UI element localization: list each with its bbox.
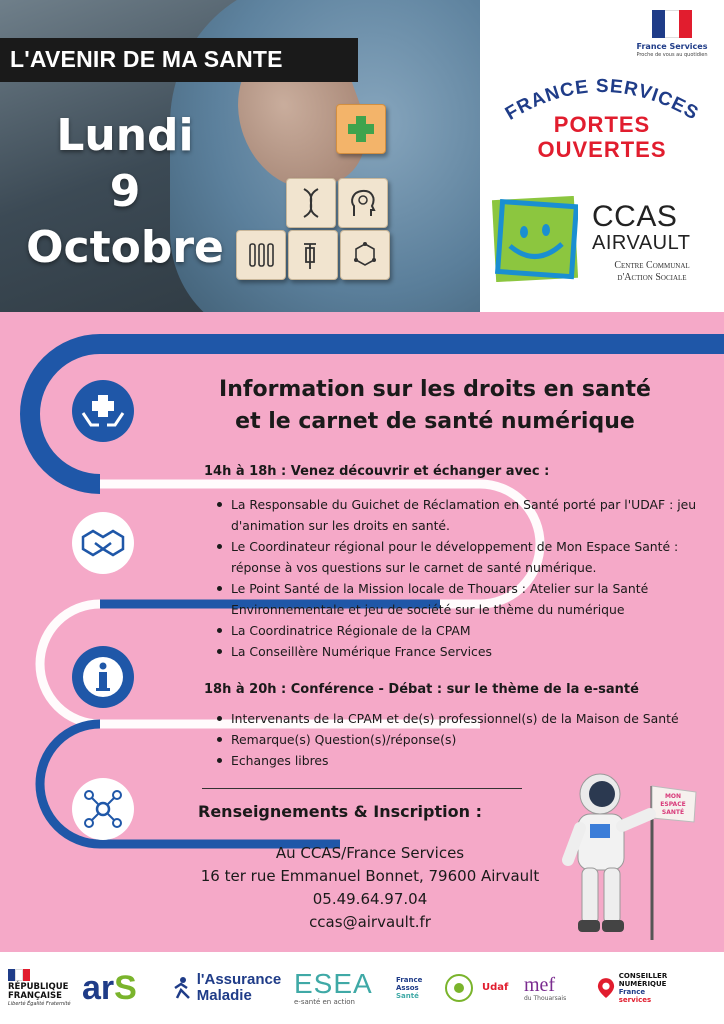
health-hands-badge bbox=[72, 380, 134, 442]
list-item: Intervenants de la CPAM et de(s) professionnel(s) de la Maison de Santé bbox=[214, 708, 714, 729]
logo-panel bbox=[480, 0, 724, 312]
list-item: Remarque(s) Question(s)/réponse(s) bbox=[214, 729, 714, 750]
heading-line2: et le carnet de santé numérique bbox=[235, 409, 635, 434]
session2-title: 18h à 20h : Conférence - Débat : sur le thème de la e-santé bbox=[204, 682, 639, 697]
esea-word: ESEA bbox=[294, 968, 373, 999]
ccas-city: AIRVAULT bbox=[592, 232, 691, 254]
info-section bbox=[0, 312, 724, 952]
list-item: La Conseillère Numérique France Services bbox=[214, 641, 714, 662]
ars-logo bbox=[82, 971, 156, 1005]
head-brain-icon bbox=[346, 186, 380, 220]
cnfs-line2: NUMÉRIQUE bbox=[618, 980, 667, 988]
rf-line2: FRANÇAISE bbox=[8, 991, 62, 1001]
green-circle-logo-icon bbox=[444, 973, 474, 1003]
top-banner bbox=[0, 0, 724, 312]
divider bbox=[202, 788, 522, 789]
ouvertes-label: OUVERTES bbox=[537, 137, 667, 162]
contact-org: Au CCAS/France Services bbox=[275, 844, 465, 862]
udaf-logo bbox=[482, 984, 516, 992]
am-line1: l'Assurance bbox=[196, 971, 282, 988]
ars-s: S bbox=[114, 969, 137, 1007]
date-number: 9 bbox=[109, 166, 141, 217]
rf-line1: RÉPUBLIQUE bbox=[8, 982, 69, 992]
molecule-cube bbox=[340, 230, 390, 280]
dna-icon bbox=[294, 186, 328, 220]
heading-line1: Information sur les droits en santé bbox=[219, 377, 651, 402]
partner-logos bbox=[0, 952, 724, 1024]
ccas-full-line2: d'Action Sociale bbox=[617, 272, 687, 283]
ccas-full-line1: Centre Communal bbox=[614, 260, 690, 271]
cnfs-line1: CONSEILLER bbox=[618, 972, 668, 980]
dna-cube bbox=[286, 178, 336, 228]
arc-text: FRANCE SERVICES bbox=[501, 75, 703, 125]
molecule-icon bbox=[348, 238, 382, 272]
fas-line2: Assos bbox=[396, 984, 419, 992]
syringe-cube bbox=[288, 230, 338, 280]
esea-tagline: e-santé en action bbox=[294, 998, 355, 1006]
date-day: Lundi bbox=[56, 110, 194, 161]
flag-text-1: MON bbox=[664, 793, 682, 800]
cross-cube bbox=[336, 104, 386, 154]
ccas-smile-logo-icon bbox=[492, 196, 578, 282]
location-pin-icon bbox=[597, 977, 615, 999]
list-item: Le Coordinateur régional pour le développement de Mon Espace Santé : réponse à vos questions sur le carnet de santé numérique. bbox=[214, 536, 714, 578]
runner-icon bbox=[169, 976, 193, 1000]
registration-title: Renseignements & Inscription : bbox=[198, 802, 482, 821]
event-title-band bbox=[0, 38, 358, 82]
tricolor-flag-icon bbox=[652, 10, 692, 38]
ars-letters: ar bbox=[82, 969, 115, 1007]
contact-email: ccas@airvault.fr bbox=[309, 913, 431, 931]
fas-line1: France bbox=[396, 976, 423, 984]
main-heading bbox=[180, 374, 690, 438]
list-item: Le Point Santé de la Mission locale de Thouars : Atelier sur la Santé Environnementale et jeu de société sur le thème du numérique bbox=[214, 578, 714, 620]
handshake-icon bbox=[79, 519, 127, 567]
mini-flag-icon bbox=[8, 969, 30, 981]
france-services-label: France Services bbox=[636, 42, 708, 51]
ccas-full-name bbox=[592, 260, 712, 284]
brain-cube bbox=[338, 178, 388, 228]
am-line2: Maladie bbox=[196, 987, 252, 1004]
medical-cross-icon bbox=[344, 112, 378, 146]
hands-cross-icon bbox=[79, 387, 127, 435]
assurance-maladie-logo bbox=[164, 972, 286, 1004]
handshake-badge bbox=[72, 512, 134, 574]
syringe-icon bbox=[296, 238, 330, 272]
contact-address: 16 ter rue Emmanuel Bonnet, 79600 Airvault bbox=[200, 867, 540, 885]
portes-ouvertes bbox=[480, 112, 724, 162]
info-badge bbox=[72, 646, 134, 708]
cnfs-line3: France bbox=[618, 988, 646, 996]
astronaut-illustration-icon bbox=[560, 764, 700, 944]
mef-word: mef bbox=[524, 973, 556, 996]
france-assos-sante-logo bbox=[396, 976, 436, 1000]
mef-logo bbox=[524, 975, 582, 1002]
esea-logo bbox=[294, 970, 388, 1006]
info-icon bbox=[79, 653, 127, 701]
fas-line3: Santé bbox=[396, 992, 419, 1000]
republique-francaise-logo bbox=[8, 969, 74, 1007]
flag-text-3: SANTÉ bbox=[661, 809, 685, 816]
session1-title: 14h à 18h : Venez découvrir et échanger avec : bbox=[204, 464, 550, 479]
france-services-logo bbox=[632, 10, 712, 58]
contact-block bbox=[180, 842, 560, 934]
conseiller-numerique-logo bbox=[590, 972, 674, 1004]
people-network-icon bbox=[79, 785, 127, 833]
event-title: L'AVENIR DE MA SANTE bbox=[10, 46, 283, 72]
hero-photo bbox=[0, 0, 480, 312]
rf-motto: Liberté Égalité Fraternité bbox=[8, 1001, 71, 1007]
ccas-name: CCAS bbox=[592, 200, 678, 233]
date-month: Octobre bbox=[26, 222, 224, 273]
session1-list bbox=[214, 494, 714, 662]
list-item: La Responsable du Guichet de Réclamation en Santé porté par l'UDAF : jeu d'animation sur les droits en santé. bbox=[214, 494, 714, 536]
network-badge bbox=[72, 778, 134, 840]
event-date bbox=[0, 108, 250, 276]
flag-text-2: ESPACE bbox=[660, 801, 686, 808]
list-item: La Coordinatrice Régionale de la CPAM bbox=[214, 620, 714, 641]
cnfs-line4: services bbox=[618, 996, 652, 1004]
list-item: Echanges libres bbox=[214, 750, 714, 771]
session2-list bbox=[214, 708, 714, 771]
contact-phone: 05.49.64.97.04 bbox=[312, 890, 428, 908]
mef-sub: du Thouarsais bbox=[524, 994, 567, 1002]
udaf-label: Udaf bbox=[482, 982, 509, 993]
france-services-tagline: Proche de vous au quotidien bbox=[636, 52, 708, 58]
portes-label: PORTES bbox=[553, 112, 651, 137]
